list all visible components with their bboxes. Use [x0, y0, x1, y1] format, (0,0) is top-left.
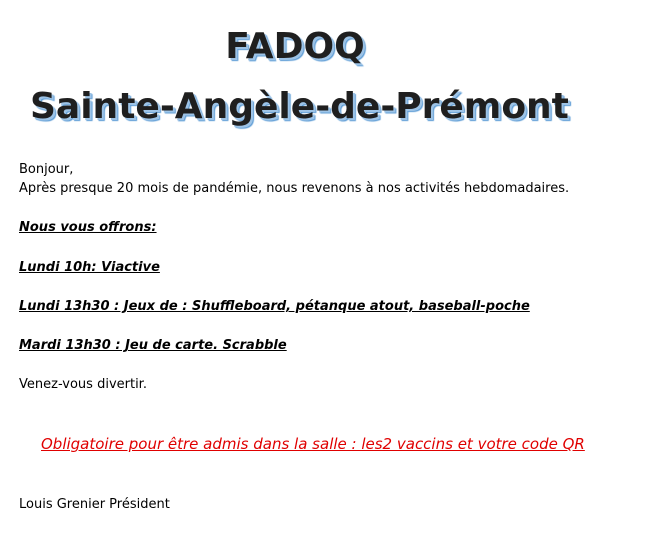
closing-text: Venez-vous divertir. — [19, 377, 147, 392]
offer-heading: Nous vous offrons: — [19, 220, 157, 235]
signature-text: Louis Grenier Président — [19, 497, 170, 512]
requirement-notice: Obligatoire pour être admis dans la salle : les2 vaccins et votre code QR — [41, 435, 585, 453]
activity-item: Lundi 10h: Viactive — [19, 260, 160, 275]
title-location: Sainte-Angèle-de-Prémont — [30, 86, 569, 127]
intro-text: Après presque 20 mois de pandémie, nous revenons à nos activités hebdomadaires. — [19, 181, 570, 196]
title-fadoq: FADOQ — [225, 26, 365, 67]
activity-item: Lundi 13h30 : Jeux de : Shuffleboard, pétanque atout, baseball-poche — [19, 299, 530, 314]
activity-item: Mardi 13h30 : Jeu de carte. Scrabble — [19, 338, 287, 353]
greeting-text: Bonjour, — [19, 162, 74, 177]
